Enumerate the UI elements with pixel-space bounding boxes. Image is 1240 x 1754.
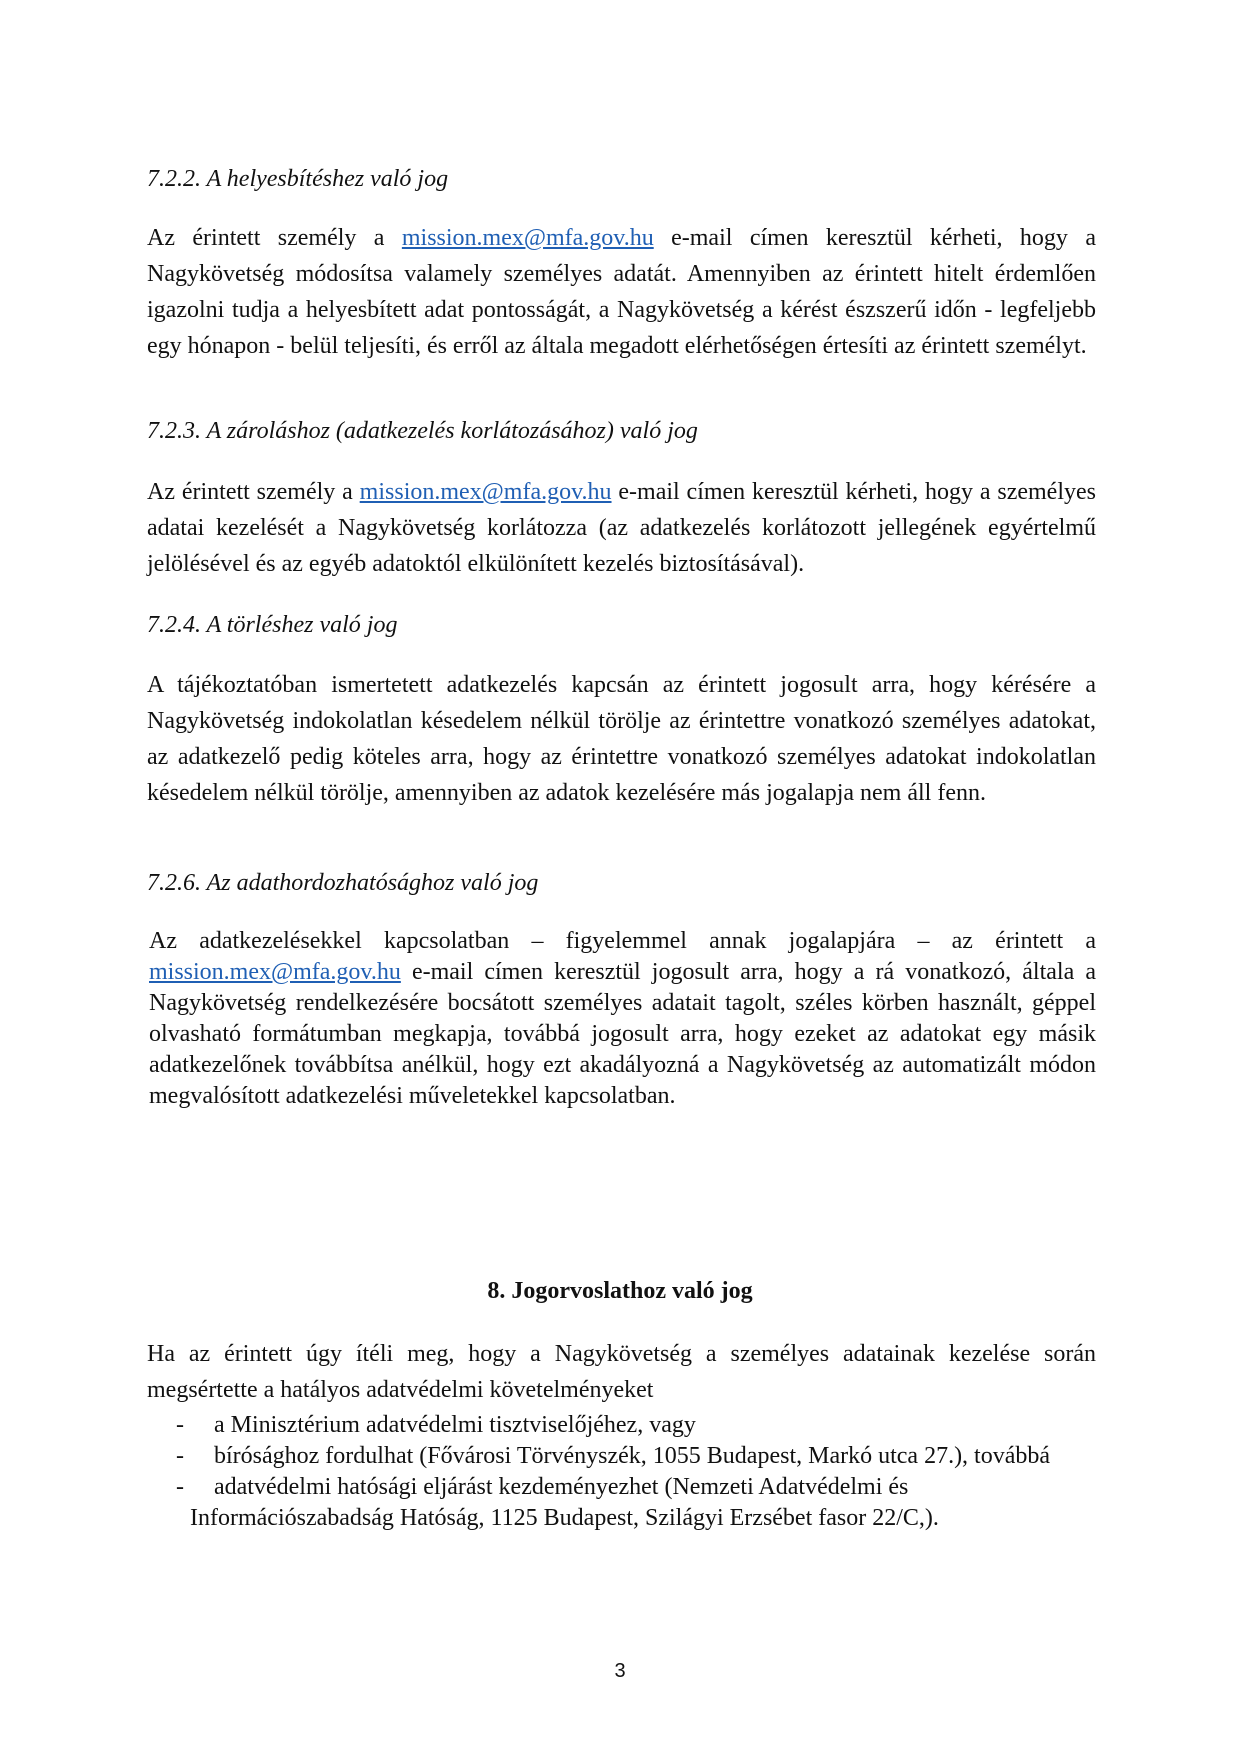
- list-item-text: a Minisztérium adatvédelmi tisztviselőjéhez, vagy: [214, 1412, 696, 1438]
- list-item-continuation: Információszabadság Hatóság, 1125 Budapest, Szilágyi Erzsébet fasor 22/C,).: [190, 1505, 939, 1531]
- list-item: [176, 1410, 1106, 1441]
- paragraph-text: Az adatkezelésekkel kapcsolatban – figyelemmel annak jogalapjára – az érintett a: [149, 928, 1096, 954]
- section-heading-7-2-6: 7.2.6. Az adathordozhatósághoz való jog: [147, 870, 539, 896]
- paragraph-text: Az érintett személy a: [147, 479, 360, 505]
- bullet-marker: -: [176, 1412, 184, 1438]
- paragraph-7-2-6: [149, 926, 1096, 1112]
- paragraph-text: e-mail címen keresztül jogosult arra, hogy a rá vonatkozó, általa a Nagykövetség rendelkezésére bocsátott személyes adatait tagolt, széles körben használt, géppel olvasható formátumban megkapja, továbbá jogosult arra, hogy ezeket az adatokat egy másik adatkezelőnek továbbítsa anélkül, hogy ezt akadályozná a Nagykövetség az automatizált módon megvalósított adatkezelési műveletekkel kapcsolatban.: [149, 959, 1096, 1109]
- paragraph-7-2-4: A tájékoztatóban ismertetett adatkezelés kapcsán az érintett jogosult arra, hogy kérésére a Nagykövetség indokolatlan késedelem nélkül törölje az érintettre vonatkozó személyes adatokat, az adatkezelő pedig köteles arra, hogy az érintettre vonatkozó személyes adatokat indokolatlan késedelem nélkül törölje, amennyiben az adatok kezelésére más jogalapja nem áll fenn.: [147, 672, 1096, 806]
- email-link[interactable]: mission.mex@mfa.gov.hu: [149, 959, 401, 985]
- paragraph-text: e-mail címen keresztül kérheti, hogy a személyes adatai kezelését a Nagykövetség korlátozza (az adatkezelés korlátozott jellegének egyértelmű jelölésével és az egyéb adatoktól elkülönített kezelés biztosításával).: [147, 479, 1096, 577]
- email-link[interactable]: mission.mex@mfa.gov.hu: [401, 225, 654, 251]
- paragraph-text: e-mail címen keresztül kérheti, hogy a Nagykövetség módosítsa valamely személyes adatát. Amennyiben az érintett hitelt érdemlően igazolni tudja a helyesbített adat pontosságát, a Nagykövetség a kérést észszerű időn - legfeljebb egy hónapon - belül teljesíti, és erről az általa megadott elérhetőségen értesíti az érintett személyt.: [147, 225, 1096, 359]
- bullet-list: [176, 1410, 1106, 1534]
- paragraph-8-intro: Ha az érintett úgy ítéli meg, hogy a Nagykövetség a személyes adatainak kezelése során megsértette a hatályos adatvédelmi követelményeket: [147, 1341, 1096, 1403]
- section-heading-7-2-2: 7.2.2. A helyesbítéshez való jog: [147, 166, 449, 192]
- list-item: [176, 1472, 1106, 1534]
- paragraph-7-2-2: [147, 220, 1096, 364]
- bullet-marker: -: [176, 1474, 184, 1500]
- email-link[interactable]: mission.mex@mfa.gov.hu: [359, 479, 612, 505]
- bullet-marker: -: [176, 1443, 184, 1469]
- section-heading-7-2-4: 7.2.4. A törléshez való jog: [147, 612, 398, 638]
- section-title-8: 8. Jogorvoslathoz való jog: [487, 1278, 753, 1304]
- list-item-text: bírósághoz fordulhat (Fővárosi Törvényszék, 1055 Budapest, Markó utca 27.), továbbá: [214, 1443, 1051, 1469]
- paragraph-7-2-3: [147, 474, 1096, 582]
- list-item-text: adatvédelmi hatósági eljárást kezdeményezhet (Nemzeti Adatvédelmi és: [214, 1474, 909, 1500]
- paragraph-text: Az érintett személy a: [147, 225, 402, 251]
- page-number: 3: [614, 1660, 626, 1682]
- list-item: [176, 1441, 1106, 1472]
- section-heading-7-2-3: 7.2.3. A zároláshoz (adatkezelés korlátozásához) való jog: [147, 418, 698, 444]
